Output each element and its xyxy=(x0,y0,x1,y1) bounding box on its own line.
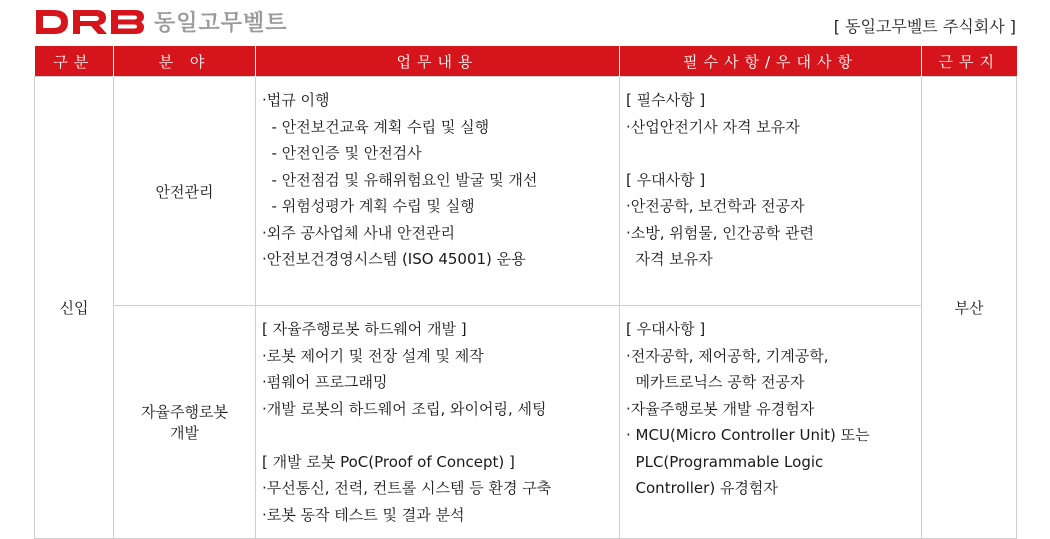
line-gap xyxy=(262,422,619,449)
duty-line: ·무선통신, 전력, 컨트롤 시스템 등 환경 구축 xyxy=(262,479,552,497)
company-logo xyxy=(34,6,288,37)
header-field: 분 야 xyxy=(114,46,256,77)
header-category: 구분 xyxy=(35,46,114,77)
table-row xyxy=(35,306,1017,539)
logo-company-name: 동일고무벨트 xyxy=(154,11,288,36)
requirement-line: [ 우대사항 ] xyxy=(626,170,706,189)
drb-logo-mark xyxy=(34,7,146,37)
requirement-line: ·전자공학, 제어공학, 기계공학, xyxy=(626,346,829,365)
duty-line: ·법규 이행 xyxy=(262,91,330,109)
page-header xyxy=(0,0,1050,46)
table-row xyxy=(35,77,1017,306)
job-table xyxy=(34,46,1017,539)
field-line: 자율주행로봇 xyxy=(141,403,228,421)
duty-line: [ 자율주행로봇 하드웨어 개발 ] xyxy=(262,320,467,338)
duty-line: ·로봇 제어기 및 전장 설계 및 제작 xyxy=(262,346,484,365)
duty-line: ·외주 공사업체 사내 안전관리 xyxy=(262,223,455,242)
field-cell xyxy=(114,306,256,539)
duty-line: - 안전점검 및 유해위험요인 발굴 및 개선 xyxy=(262,170,538,189)
requirement-line: · MCU(Micro Controller Unit) 또는 xyxy=(626,426,870,444)
duty-line: ·펌웨어 프로그래밍 xyxy=(262,373,388,391)
location-cell: 부산 xyxy=(922,77,1017,539)
table-header-row xyxy=(35,46,1017,77)
requirements-cell xyxy=(620,77,922,306)
header-duties: 업무내용 xyxy=(256,46,620,77)
duty-line: - 위험성평가 계획 수립 및 실행 xyxy=(262,197,475,215)
header-requirements: 필수사항/우대사항 xyxy=(620,46,922,77)
requirements-cell xyxy=(620,306,922,539)
duty-line: ·안전보건경영시스템 (ISO 45001) 운용 xyxy=(262,250,526,268)
requirement-line: [ 우대사항 ] xyxy=(626,320,706,338)
requirement-line: [ 필수사항 ] xyxy=(626,91,706,109)
requirement-line: 자격 보유자 xyxy=(626,250,713,268)
duty-line: - 안전보건교육 계획 수립 및 실행 xyxy=(262,117,490,136)
requirement-line: ·산업안전기사 자격 보유자 xyxy=(626,117,800,136)
field-cell: 안전관리 xyxy=(114,77,256,306)
requirement-line: ·안전공학, 보건학과 전공자 xyxy=(626,197,805,215)
category-cell: 신입 xyxy=(35,77,114,539)
duties-cell xyxy=(256,77,620,306)
field-line: 개발 xyxy=(170,424,199,442)
requirement-line: 메카트로닉스 공학 전공자 xyxy=(626,373,805,391)
duty-line: ·로봇 동작 테스트 및 결과 분석 xyxy=(262,505,465,524)
line-gap xyxy=(626,140,921,167)
company-label: [ 동일고무벨트 주식회사 ] xyxy=(833,17,1016,36)
requirement-line: Controller) 유경험자 xyxy=(626,479,778,497)
duty-line: - 안전인증 및 안전검사 xyxy=(262,144,422,162)
duty-line: [ 개발 로봇 PoC(Proof of Concept) ] xyxy=(262,452,515,471)
header-location: 근무지 xyxy=(922,46,1017,77)
requirement-line: ·자율주행로봇 개발 유경험자 xyxy=(626,399,815,418)
requirement-line: PLC(Programmable Logic xyxy=(626,452,824,471)
requirement-line: ·소방, 위험물, 인간공학 관련 xyxy=(626,223,814,242)
duties-cell xyxy=(256,306,620,539)
duty-line: ·개발 로봇의 하드웨어 조립, 와이어링, 세팅 xyxy=(262,399,547,418)
